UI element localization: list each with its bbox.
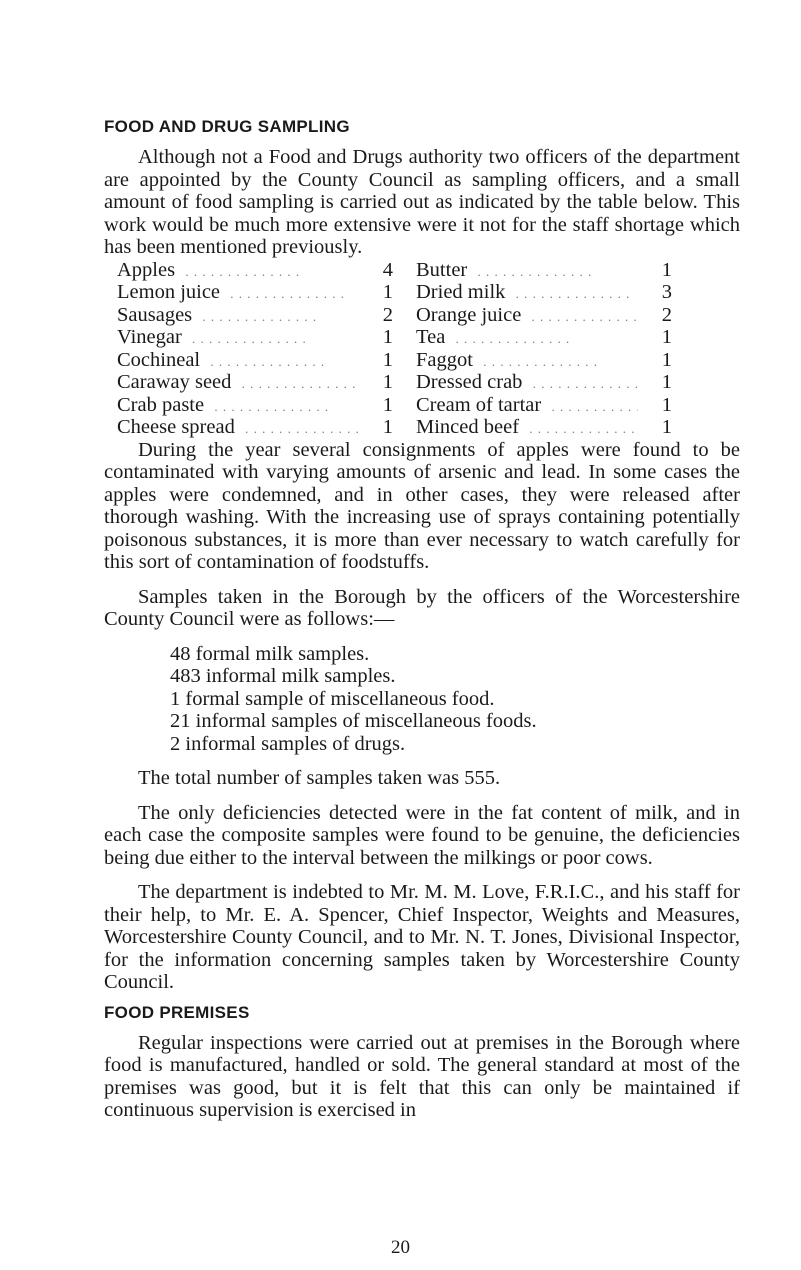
total-samples-paragraph: The total number of samples taken was 555. bbox=[138, 767, 501, 789]
table-row bbox=[117, 281, 393, 304]
item-label: Lemon juice bbox=[117, 281, 226, 303]
table-row bbox=[416, 281, 672, 304]
item-label: Orange juice bbox=[416, 304, 527, 326]
table-row bbox=[117, 416, 393, 439]
list-item: 2 informal samples of drugs. bbox=[170, 732, 406, 755]
sampling-table-right-column bbox=[416, 259, 672, 439]
item-count: 1 bbox=[661, 348, 672, 371]
intro-paragraph: Although not a Food and Drugs authority two officers of the department are appointed by the County Council as sampling officers, and a small amount of food sampling is carried out as indicated by the table below. This work would be much more extensive were it not for the staff shortage which has been mentioned previously. bbox=[104, 146, 740, 258]
item-label: Faggot bbox=[416, 349, 479, 371]
item-label: Sausages bbox=[117, 304, 198, 326]
table-row bbox=[117, 371, 393, 394]
samples-list bbox=[170, 643, 740, 756]
item-count: 1 bbox=[661, 326, 672, 348]
sampling-table bbox=[117, 259, 672, 439]
item-label: Caraway seed bbox=[117, 371, 237, 393]
text-column bbox=[104, 116, 740, 1122]
item-count: 2 bbox=[661, 303, 672, 326]
item-count: 1 bbox=[661, 416, 672, 438]
table-row bbox=[416, 326, 672, 349]
page-number: 20 bbox=[391, 1237, 410, 1258]
item-label: Crab paste bbox=[117, 394, 210, 416]
list-item: 483 informal milk samples. bbox=[170, 665, 396, 687]
item-count: 1 bbox=[661, 371, 672, 393]
item-label: Dried milk bbox=[416, 281, 511, 303]
item-count: 1 bbox=[382, 348, 393, 371]
section-heading-food-and-drug-sampling: FOOD AND DRUG SAMPLING bbox=[104, 117, 350, 136]
item-count: 2 bbox=[382, 303, 393, 326]
item-count: 1 bbox=[382, 416, 393, 438]
table-row bbox=[416, 371, 672, 394]
item-label: Apples bbox=[117, 259, 181, 281]
item-label: Dressed crab bbox=[416, 371, 528, 393]
item-count: 1 bbox=[382, 393, 393, 416]
item-count: 1 bbox=[661, 258, 672, 281]
table-row bbox=[117, 394, 393, 417]
section-heading-food-premises: FOOD PREMISES bbox=[104, 1002, 250, 1022]
food-premises-paragraph: Regular inspections were carried out at premises in the Borough where food is manufactured, handled or sold. The general standard at most of the premises was good, but it is felt that this can only be maintained if continuous supervision is exercised in bbox=[104, 1031, 740, 1121]
item-label: Vinegar bbox=[117, 326, 188, 348]
list-item: 21 informal samples of miscellaneous foods. bbox=[170, 710, 537, 732]
deficiencies-paragraph: The only deficiencies detected were in the fat content of milk, and in each case the composite samples were found to be genuine, the deficiencies being due either to the interval between the milkings or poor cows. bbox=[104, 801, 740, 869]
table-row bbox=[117, 349, 393, 372]
item-label: Tea bbox=[416, 326, 451, 348]
item-count: 3 bbox=[661, 281, 672, 303]
item-count: 1 bbox=[382, 326, 393, 348]
item-count: 1 bbox=[661, 393, 672, 416]
item-count: 1 bbox=[382, 371, 393, 393]
table-row bbox=[117, 304, 393, 327]
table-row bbox=[117, 326, 393, 349]
item-label: Minced beef bbox=[416, 416, 525, 438]
borough-samples-paragraph: Samples taken in the Borough by the officers of the Worcestershire County Council were as follows:— bbox=[104, 585, 740, 630]
table-row bbox=[117, 259, 393, 282]
table-row bbox=[416, 304, 672, 327]
acknowledgements-paragraph: The department is indebted to Mr. M. M. Love, F.R.I.C., and his staff for their help, to Mr. E. A. Spencer, Chief Inspector, Weights and Measures, Worcestershire County Council, and to Mr. N. T. Jones, Divisional Inspector, for the information concerning samples taken by Worcestershire County Council. bbox=[104, 881, 740, 993]
list-item: 48 formal milk samples. bbox=[170, 642, 370, 665]
table-row bbox=[416, 259, 672, 282]
list-item: 1 formal sample of miscellaneous food. bbox=[170, 687, 495, 710]
sampling-table-left-column bbox=[117, 259, 393, 439]
item-label: Butter bbox=[416, 259, 473, 281]
item-label: Cochineal bbox=[117, 349, 206, 371]
table-row bbox=[416, 416, 672, 439]
table-row bbox=[416, 349, 672, 372]
table-row bbox=[416, 394, 672, 417]
item-count: 4 bbox=[382, 258, 393, 281]
apples-paragraph: During the year several consignments of apples were found to be contaminated with varying amounts of arsenic and lead. In some cases the apples were condemned, and in other cases, they were released after thorough washing. With the increasing use of sprays containing potentially poisonous substances, it is more than ever necessary to watch carefully for this sort of contamination of foodstuffs. bbox=[104, 438, 740, 573]
item-label: Cream of tartar bbox=[416, 394, 547, 416]
item-count: 1 bbox=[382, 281, 393, 303]
item-label: Cheese spread bbox=[117, 416, 241, 438]
